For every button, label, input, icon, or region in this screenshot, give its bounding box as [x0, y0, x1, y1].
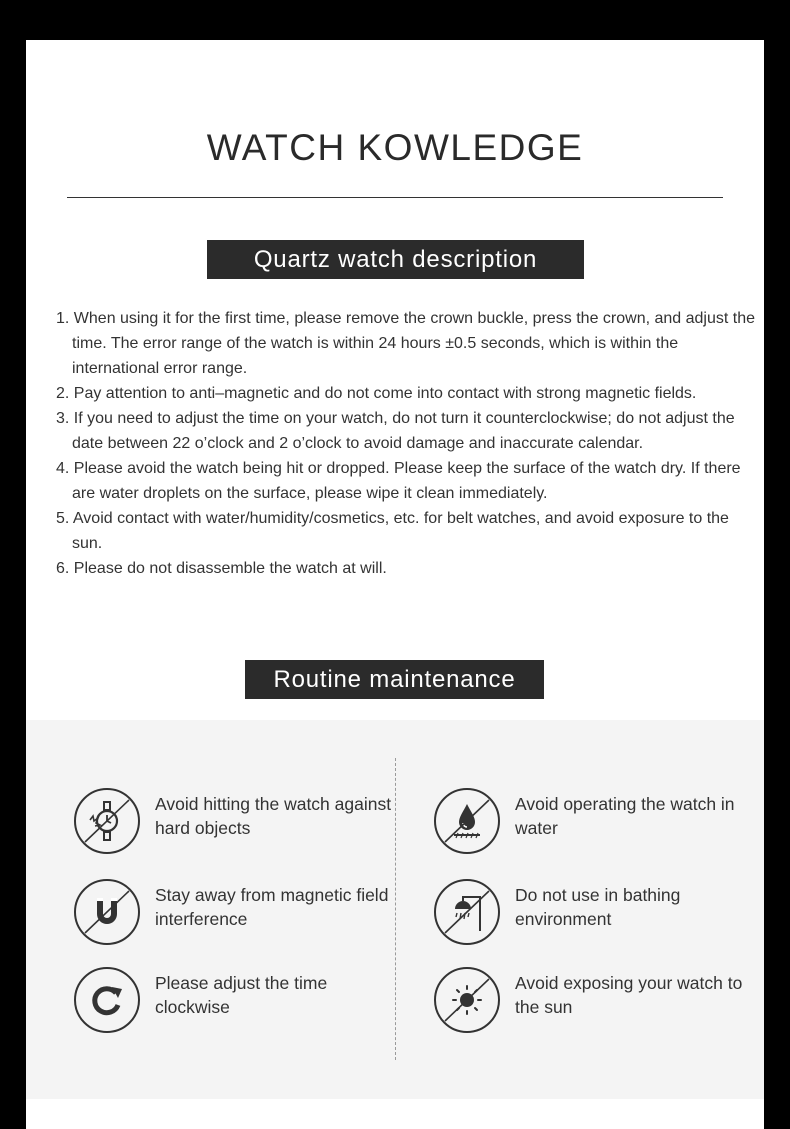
list-item: 5. Avoid contact with water/humidity/cosmetics, etc. for belt watches, and avoid exposure to the sun. — [56, 510, 729, 552]
list-item: 6. Please do not disassemble the watch at will. — [56, 560, 387, 577]
no-shower-icon — [434, 879, 500, 945]
no-sun-icon — [434, 967, 500, 1033]
maintenance-item-water — [434, 788, 764, 858]
list-item: 3. If you need to adjust the time on your watch, do not turn it counterclockwise; do not adjust the date between 22 o’clock and 2 o’clock to avoid damage and inaccurate calendar. — [56, 410, 735, 452]
quartz-heading: Quartz watch description — [207, 240, 584, 279]
maintenance-heading: Routine maintenance — [245, 660, 544, 699]
maintenance-item-label: Avoid operating the watch in water — [515, 794, 735, 838]
list-item: 2. Pay attention to anti–magnetic and do not come into contact with strong magnetic fields. — [56, 385, 697, 402]
clockwise-icon — [74, 967, 140, 1033]
magnet-icon — [74, 879, 140, 945]
maintenance-panel — [26, 720, 764, 1099]
page-title: WATCH KOWLEDGE — [206, 126, 584, 168]
list-item: 1. When using it for the first time, please remove the crown buckle, press the crown, and adjust the time. The error range of the watch is within 24 hours ±0.5 seconds, which is within the international error range. — [56, 310, 756, 377]
maintenance-item-clockwise — [74, 967, 404, 1037]
list-item: 4. Please avoid the watch being hit or dropped. Please keep the surface of the watch dry. If there are water droplets on the surface, please wipe it clean immediately. — [56, 460, 741, 502]
maintenance-item-label: Do not use in bathing environment — [515, 885, 681, 929]
maintenance-item-label: Avoid exposing your watch to the sun — [515, 973, 743, 1017]
no-impact-icon — [74, 788, 140, 854]
maintenance-item-magnet — [74, 879, 404, 949]
maintenance-item-label: Avoid hitting the watch against hard objects — [155, 794, 392, 838]
maintenance-item-label: Stay away from magnetic field interference — [155, 885, 389, 929]
knowledge-page — [26, 40, 764, 1129]
quartz-description-list — [56, 306, 756, 581]
maintenance-item-label: Please adjust the time clockwise — [155, 973, 328, 1017]
maintenance-item-impact — [74, 788, 404, 858]
maintenance-item-bathing — [434, 879, 764, 949]
maintenance-item-sun — [434, 967, 764, 1037]
no-water-icon — [434, 788, 500, 854]
title-divider — [67, 197, 723, 198]
